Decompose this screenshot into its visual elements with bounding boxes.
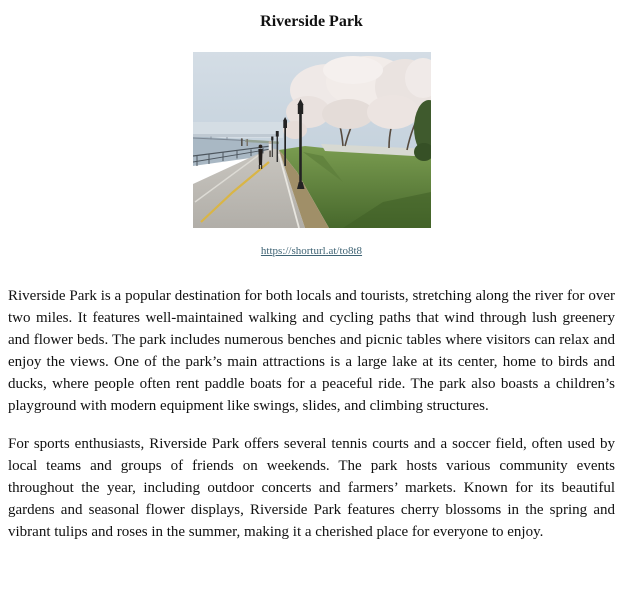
paragraph-2: For sports enthusiasts, Riverside Park offers several tennis courts and a soccer field, often used by local teams and groups of friends on weekends. The park hosts various community events throughout the year, including outdoor concerts and farmers’ markets. Known for its beautiful gardens and seasonal flower displays, Riverside Park features cherry blossoms in the spring and vibrant tulips and roses in the summer, making it a cherished place for everyone to enjoy. [8,436,615,540]
photo-link-row [8,244,615,259]
photo-source-link[interactable]: https://shorturl.at/to8t8 [260,245,363,257]
riverside-path-photo [193,52,431,228]
photo-container [8,52,615,228]
page-title: Riverside Park [260,13,363,30]
article-body [8,285,615,543]
paragraph-1: Riverside Park is a popular destination for both locals and tourists, stretching along the river for over two miles. It features well-maintained walking and cycling paths that wind through lush greenery and flower beds. The park includes numerous benches and picnic tables where visitors can relax and enjoy the views. One of the park’s main attractions is a large lake at its center, home to birds and ducks, where people often rent paddle boats for a peaceful ride. The park also boasts a children’s playground with modern equipment like swings, slides, and climbing structures. [8,288,615,414]
